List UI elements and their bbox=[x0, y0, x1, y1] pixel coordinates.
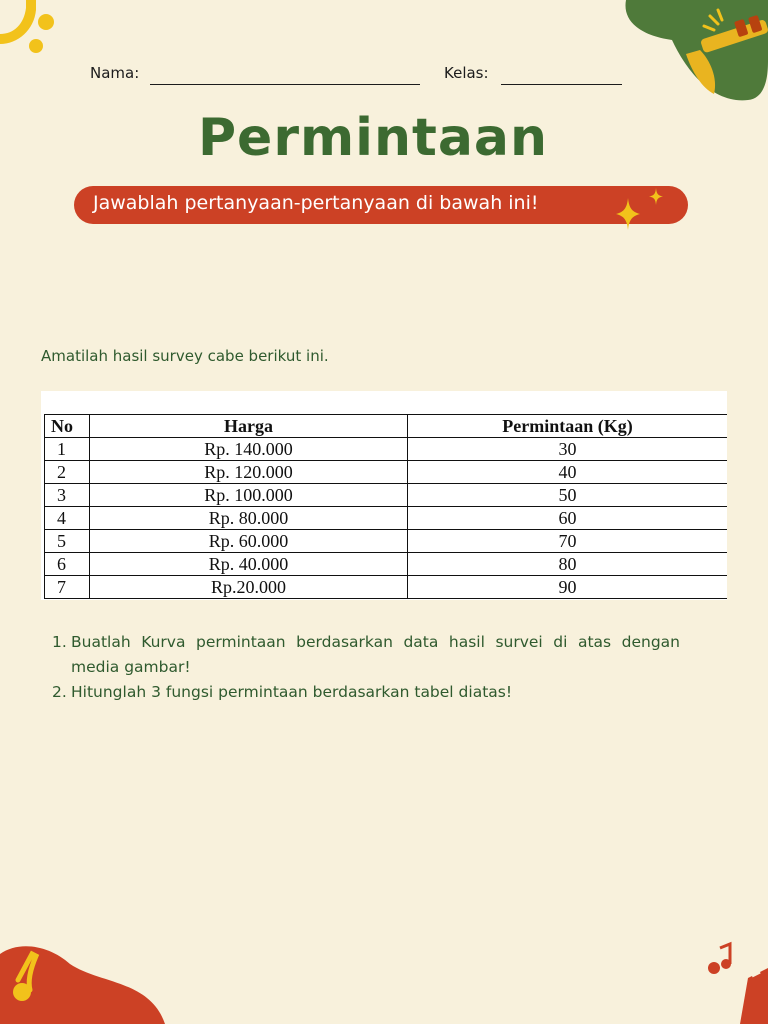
column-header-harga: Harga bbox=[90, 415, 408, 438]
table-row bbox=[45, 507, 728, 530]
music-note-icon bbox=[700, 938, 768, 1024]
question-text: Hitunglah 3 fungsi permintaan berdasarkan tabel diatas! bbox=[71, 683, 513, 701]
name-field[interactable] bbox=[150, 84, 420, 85]
page-title: Permintaan bbox=[197, 108, 549, 168]
survey-table-image bbox=[41, 391, 727, 600]
table-row bbox=[45, 438, 728, 461]
cell-permintaan: 80 bbox=[408, 553, 728, 576]
table-row bbox=[45, 576, 728, 599]
cell-harga: Rp.20.000 bbox=[90, 576, 408, 599]
question-list bbox=[52, 630, 680, 705]
table-row bbox=[45, 530, 728, 553]
cell-permintaan: 90 bbox=[408, 576, 728, 599]
table-row bbox=[45, 484, 728, 507]
table-row bbox=[45, 461, 728, 484]
cell-no: 2 bbox=[45, 461, 90, 484]
music-note-icon bbox=[0, 0, 70, 60]
sparkle-icon bbox=[610, 186, 668, 232]
intro-text: Amatilah hasil survey cabe berikut ini. bbox=[41, 347, 329, 365]
instruction-banner bbox=[74, 186, 688, 224]
cell-no: 3 bbox=[45, 484, 90, 507]
cell-no: 6 bbox=[45, 553, 90, 576]
survey-table bbox=[44, 414, 727, 599]
instruction-text: Jawablah pertanyaan-pertanyaan di bawah ini! bbox=[93, 192, 539, 214]
class-label: Kelas: bbox=[444, 64, 489, 82]
cell-harga: Rp. 80.000 bbox=[90, 507, 408, 530]
trumpet-icon bbox=[622, 0, 768, 104]
cell-permintaan: 30 bbox=[408, 438, 728, 461]
cell-permintaan: 50 bbox=[408, 484, 728, 507]
question-text: Buatlah Kurva permintaan berdasarkan data hasil survei di atas dengan media gambar! bbox=[71, 633, 680, 676]
cell-harga: Rp. 140.000 bbox=[90, 438, 408, 461]
cell-no: 1 bbox=[45, 438, 90, 461]
cell-no: 4 bbox=[45, 507, 90, 530]
name-label: Nama: bbox=[90, 64, 140, 82]
list-item bbox=[52, 630, 680, 680]
cell-permintaan: 60 bbox=[408, 507, 728, 530]
cell-permintaan: 70 bbox=[408, 530, 728, 553]
question-number: 2. bbox=[52, 683, 67, 701]
cell-no: 5 bbox=[45, 530, 90, 553]
table-row bbox=[45, 553, 728, 576]
question-number: 1. bbox=[52, 633, 67, 651]
student-info-row bbox=[90, 62, 630, 88]
class-field[interactable] bbox=[501, 84, 622, 85]
column-header-permintaan: Permintaan (Kg) bbox=[408, 415, 728, 438]
eighth-note-icon bbox=[0, 940, 170, 1024]
list-item bbox=[52, 680, 680, 705]
cell-no: 7 bbox=[45, 576, 90, 599]
cell-harga: Rp. 100.000 bbox=[90, 484, 408, 507]
table-header-row bbox=[45, 415, 728, 438]
cell-harga: Rp. 60.000 bbox=[90, 530, 408, 553]
cell-permintaan: 40 bbox=[408, 461, 728, 484]
cell-harga: Rp. 40.000 bbox=[90, 553, 408, 576]
column-header-no: No bbox=[45, 415, 90, 438]
cell-harga: Rp. 120.000 bbox=[90, 461, 408, 484]
